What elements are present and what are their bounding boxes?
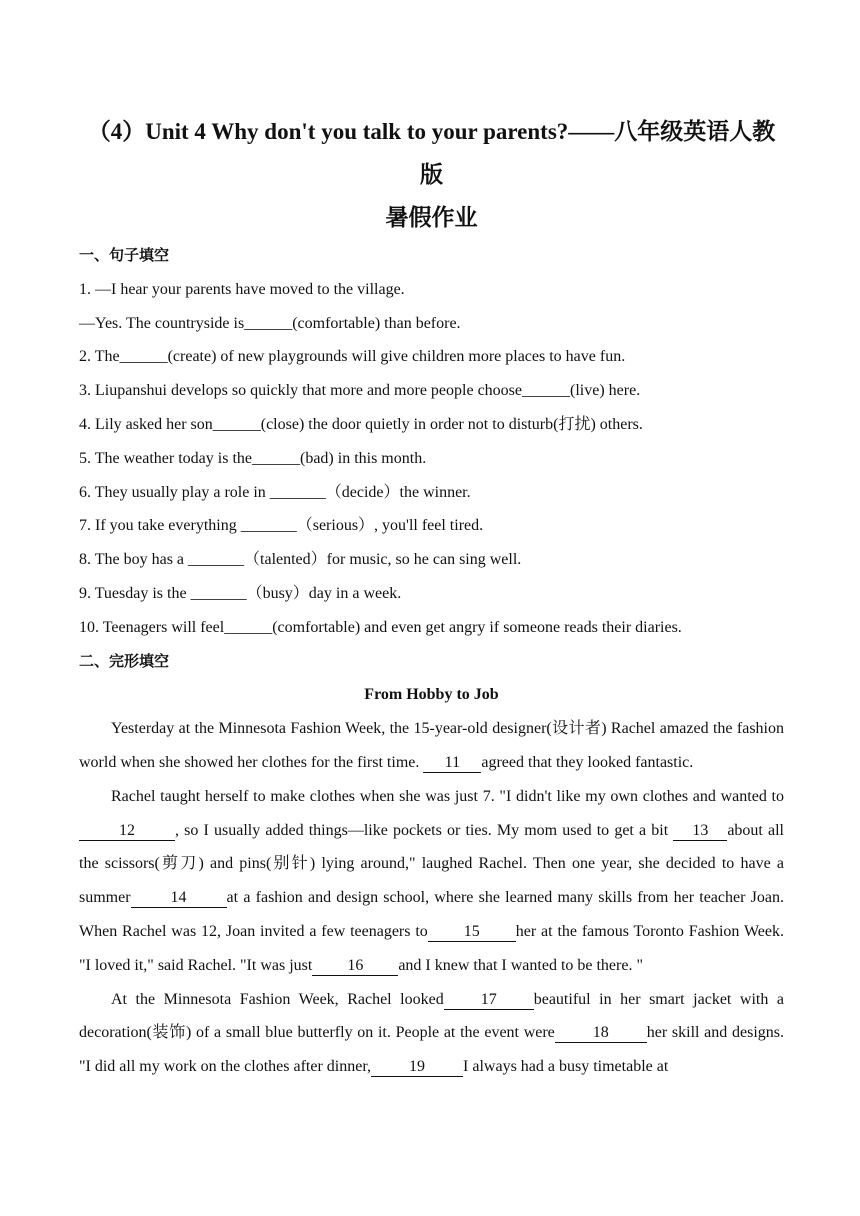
sentence-fill-list xyxy=(79,273,784,645)
passage-text: I always had a busy timetable at xyxy=(463,1058,669,1076)
passage-title: From Hobby to Job xyxy=(364,686,499,704)
cloze-blank-15: 15 xyxy=(428,923,516,942)
section2-heading: 二、完形填空 xyxy=(79,651,170,670)
passage-text: her skill and designs. "I did all my work on the clothes after dinner, xyxy=(79,1024,784,1076)
worksheet-content xyxy=(79,110,784,1084)
section1-heading: 一、句子填空 xyxy=(79,246,170,264)
sentence-item: 5. The weather today is the______(bad) in this month. xyxy=(79,449,427,467)
cloze-blank-13: 13 xyxy=(673,822,727,841)
passage-text: and I knew that I wanted to be there. " xyxy=(398,956,643,974)
sentence-item: 2. The______(create) of new playgrounds will give children more places to have fun. xyxy=(79,348,626,366)
sentence-item: 7. If you take everything _______（serious）, you'll feel tired. xyxy=(79,517,484,535)
passage-text: , so I usually added things—like pockets or ties. My mom used to get a bit xyxy=(175,821,674,839)
cloze-blank-16: 16 xyxy=(312,957,398,976)
passage-paragraph-1 xyxy=(79,712,784,780)
sentence-item: 4. Lily asked her son______(close) the door quietly in order not to disturb(打扰) others. xyxy=(79,415,643,433)
cloze-blank-17: 17 xyxy=(444,991,534,1010)
passage-text: beautiful in her smart jacket with a decoration(装饰) of a small blue butterfly on it. People at the event were xyxy=(79,990,785,1042)
passage-text: Rachel taught herself to make clothes when she was just 7. "I didn't like my own clothes and wanted to xyxy=(111,787,784,805)
sentence-item: 9. Tuesday is the _______（busy）day in a week. xyxy=(79,584,402,602)
passage-text: At the Minnesota Fashion Week, Rachel looked xyxy=(111,990,444,1008)
cloze-blank-19: 19 xyxy=(371,1058,463,1077)
cloze-blank-18: 18 xyxy=(555,1024,647,1043)
sentence-item: —Yes. The countryside is______(comfortable) than before. xyxy=(79,314,461,332)
passage-text: Yesterday at the Minnesota Fashion Week, the 15-year-old designer(设计者) Rachel amazed the fashion world when she showed her clothes for the first time. xyxy=(79,720,784,771)
worksheet-title-line1: （4）Unit 4 Why don't you talk to your parents?——八年级英语人教版 xyxy=(87,119,776,187)
passage-text: about all the scissors(剪刀) and pins(别针) lying around," laughed Rachel. Then one year, she decided to have a summer xyxy=(79,821,784,907)
passage-text: her at the famous Toronto Fashion Week. "I loved it," said Rachel. "It was just xyxy=(79,922,784,974)
passage-paragraph-2 xyxy=(79,780,784,983)
sentence-item: 10. Teenagers will feel______(comfortable) and even get angry if someone reads their diaries. xyxy=(79,618,682,636)
cloze-blank-14: 14 xyxy=(131,889,227,908)
sentence-item: 3. Liupanshui develops so quickly that more and more people choose______(live) here. xyxy=(79,382,641,400)
sentence-item: 6. They usually play a role in _______（decide）the winner. xyxy=(79,483,471,501)
sentence-item: 8. The boy has a _______（talented）for music, so he can sing well. xyxy=(79,551,522,569)
cloze-blank-12: 12 xyxy=(79,822,175,841)
passage-paragraph-3 xyxy=(79,983,784,1084)
passage-text: agreed that they looked fantastic. xyxy=(481,753,694,771)
sentence-item: 1. —I hear your parents have moved to the village. xyxy=(79,280,405,298)
cloze-blank-11: 11 xyxy=(423,754,481,773)
passage-text: at a fashion and design school, where she learned many skills from her teacher Joan. When Rachel was 12, Joan invited a few teenagers to xyxy=(79,889,784,940)
worksheet-title-line2: 暑假作业 xyxy=(385,205,478,230)
